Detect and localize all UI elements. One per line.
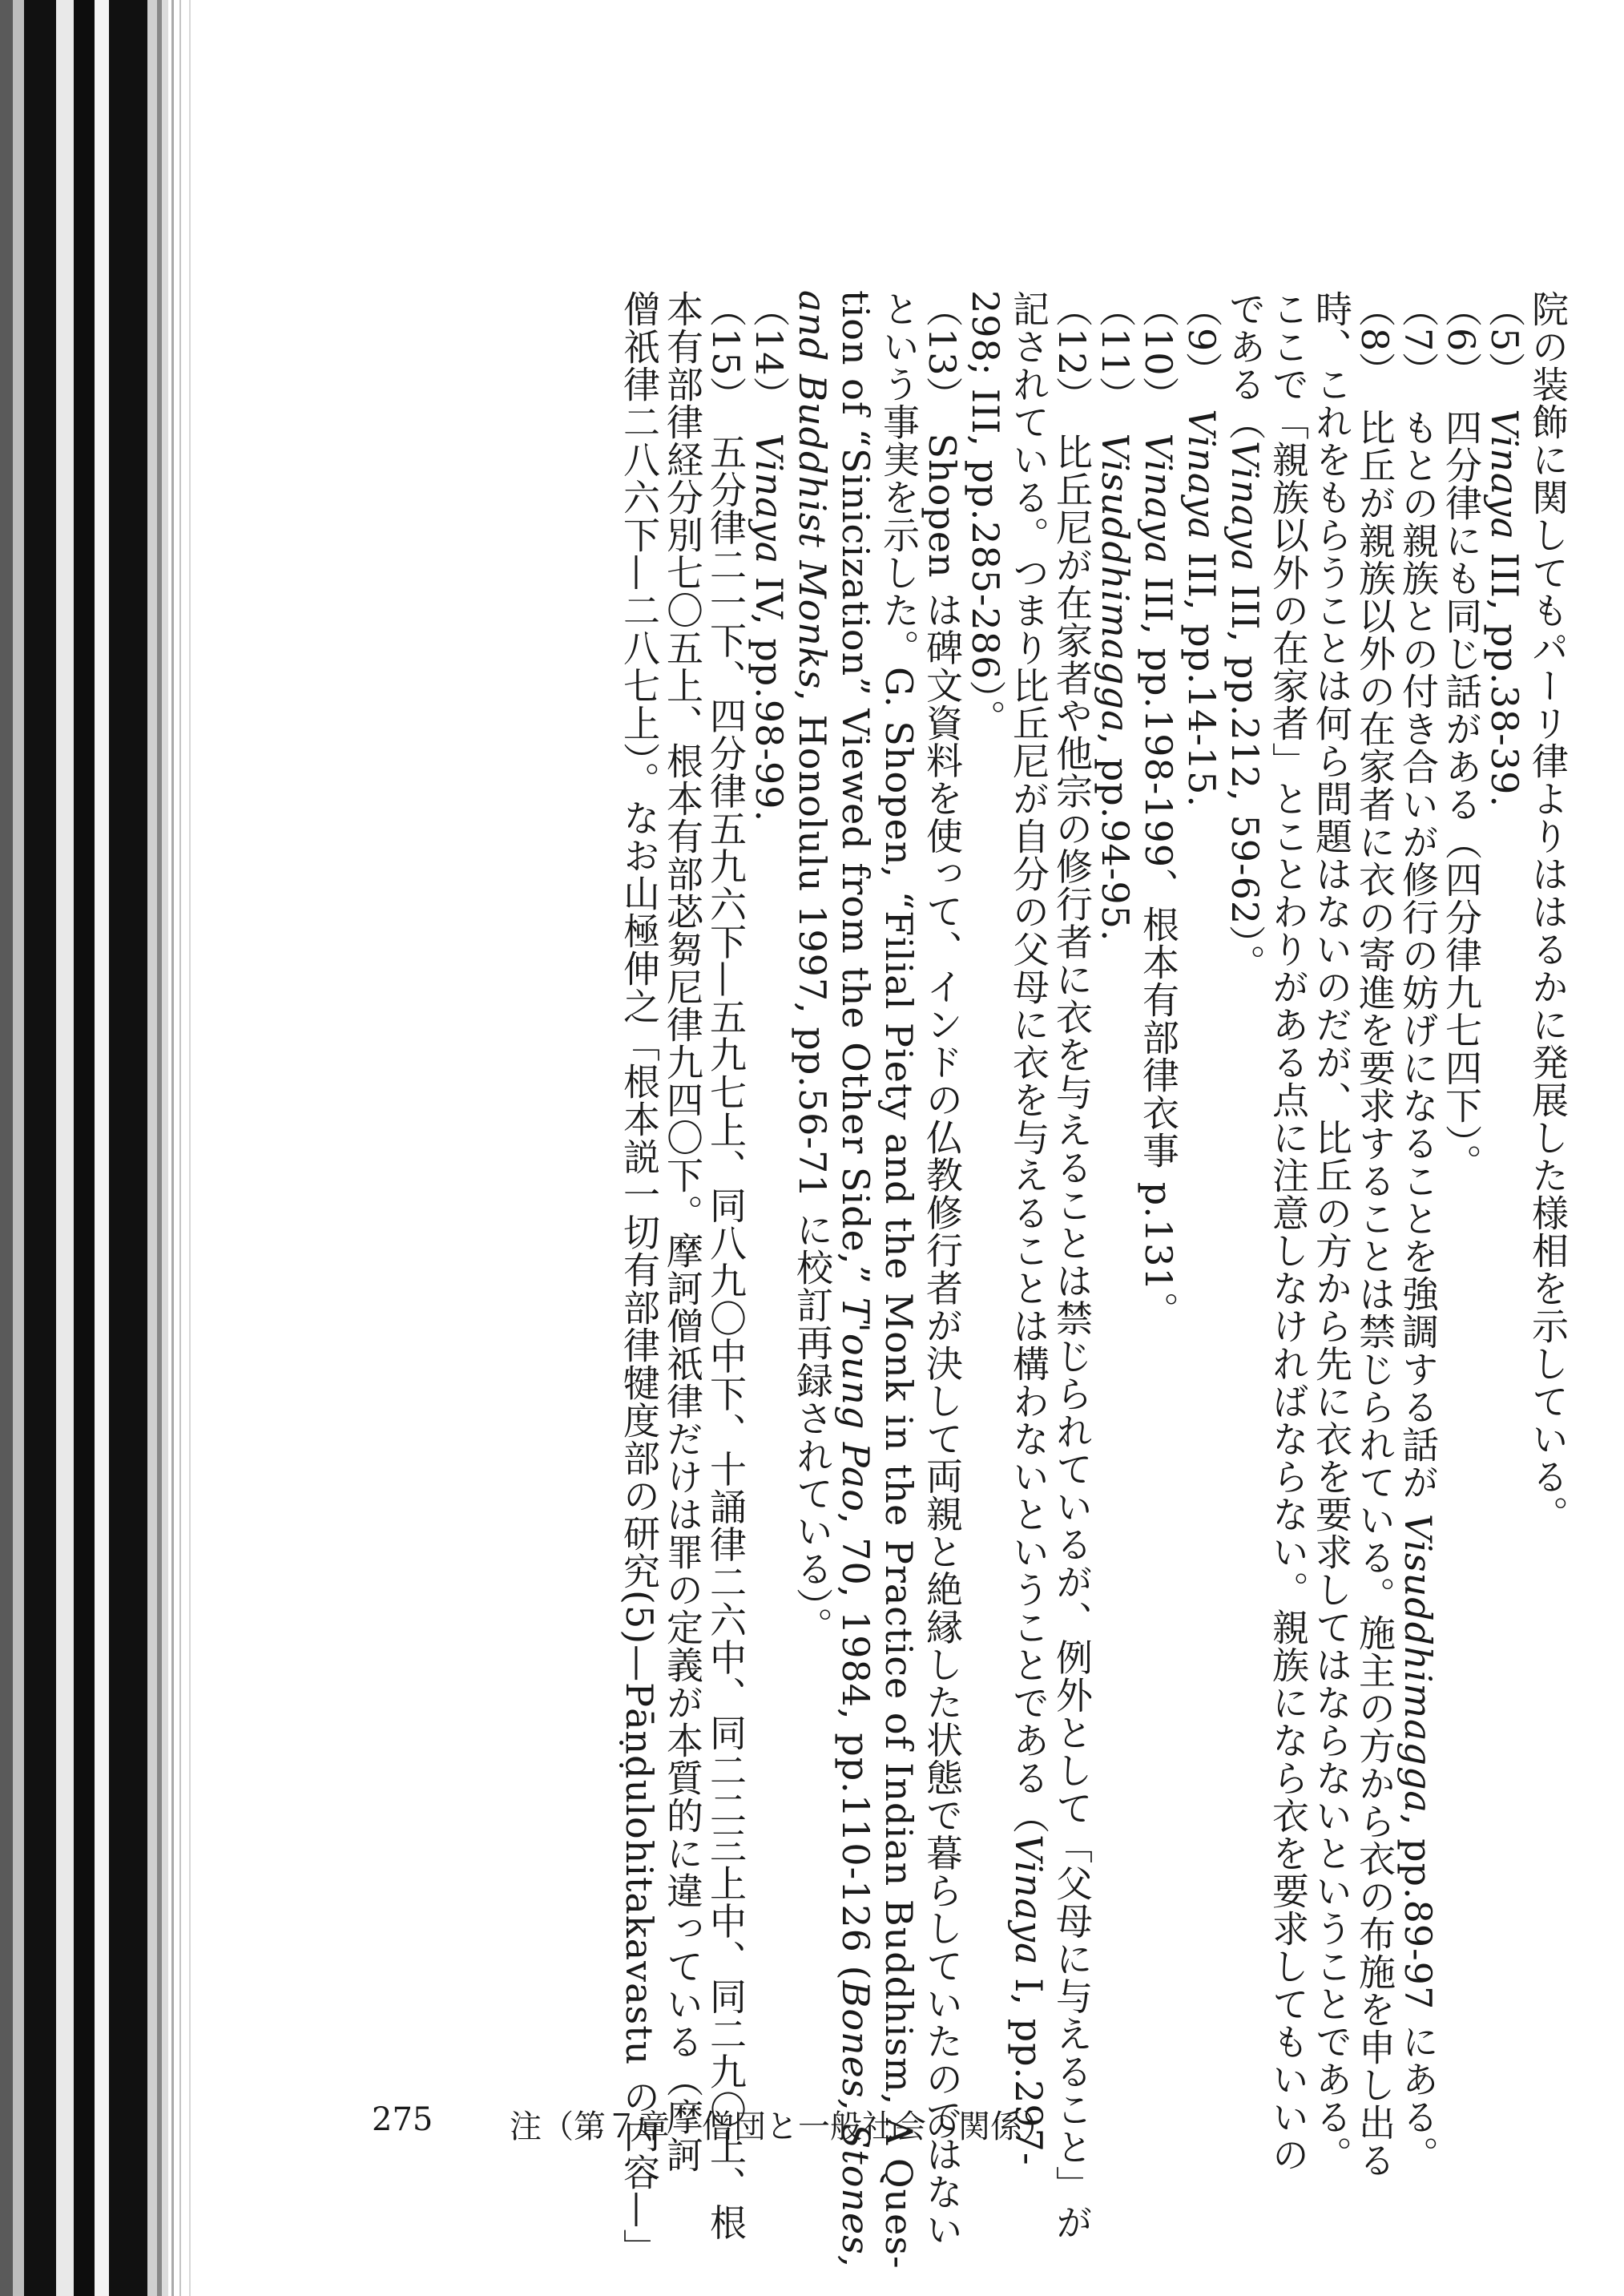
note-line bbox=[1137, 290, 1180, 2069]
note-line bbox=[834, 290, 877, 2268]
note-line bbox=[1094, 290, 1137, 2069]
note-text: III, pp.14-15. bbox=[1180, 539, 1223, 808]
note-text: IV, pp.98-99. bbox=[748, 564, 791, 823]
note-text: 記されている。つまり比丘尼が自分の父母に衣を与えることは構わないということである（ bbox=[1007, 290, 1050, 1834]
note-text: （13） Shopen は碑文資料を使って、インドの仏教修行者が決して両親と絶縁した状態で暮らしていたのではない bbox=[921, 290, 964, 2249]
note-text: I, pp.297- bbox=[1007, 1965, 1050, 2166]
note-text: 僧祇律二八六下—二八七上）。なお山極伸之「根本説一切有部律犍度部の研究(5)—Pāṇḍulohitakavastu の内容—」 bbox=[618, 290, 661, 2266]
note-line bbox=[1223, 290, 1267, 2069]
note-line bbox=[1526, 290, 1570, 2069]
note-line bbox=[704, 290, 748, 2242]
note-text: 時、これをもらうことは何ら問題はないのだが、比丘の方から先に衣を要求してはならないということである。 bbox=[1310, 290, 1353, 2173]
italic-title: and Buddhist Monks bbox=[791, 290, 834, 690]
note-text: , Honolulu 1997, pp.56-71 に校訂再録されている）。 bbox=[791, 689, 834, 1645]
note-text: III, pp.198-199、根本有部律衣事 p.131。 bbox=[1137, 564, 1180, 1330]
note-text: （11） bbox=[1094, 290, 1137, 434]
note-text: tion of “Sinicization” Viewed from the Other Side,” bbox=[834, 290, 877, 1297]
note-text: ここで「親族以外の在家者」とことわりがある点に注意しなければならない。親族になら衣を要求してもいいの bbox=[1267, 290, 1310, 2173]
note-line bbox=[661, 290, 704, 2173]
note-line bbox=[921, 290, 964, 2249]
note-text: , 70, 1984, pp.110-126 ( bbox=[834, 1511, 877, 1981]
note-text: （14） bbox=[748, 290, 791, 434]
note-text: という事実を示した。G. Shopen, “Filial Piety and the Monk in the Practice of Indian Buddhism, A Ques- bbox=[877, 290, 921, 2270]
note-text: （15） 五分律二一下、四分律五九六下—五九七上、同八九〇中下、十誦律二六中、同二二三上中、同二九〇上、根 bbox=[704, 290, 748, 2242]
italic-title: Visuddhimagga bbox=[1094, 433, 1137, 733]
note-text: （7） もとの親族との付き合いが修行の妨げになることを強調する話が bbox=[1396, 290, 1440, 1514]
italic-title: Vinaya bbox=[1007, 1834, 1050, 1966]
note-line bbox=[1007, 290, 1050, 2166]
note-line bbox=[1396, 290, 1440, 2173]
note-line bbox=[791, 290, 834, 2069]
running-head: 注（第７章 僧団と一般社会の関係） bbox=[510, 2108, 1054, 2145]
note-line bbox=[1483, 290, 1526, 2069]
note-text: （8） 比丘が親族以外の在家者に衣の寄進を要求することは禁じられている。施主の方から衣の布施を申し出る bbox=[1353, 290, 1396, 2180]
note-text: （5） bbox=[1483, 290, 1526, 410]
italic-title: Bones, Stones, bbox=[834, 1980, 877, 2268]
italic-title: Vinaya bbox=[1137, 433, 1180, 565]
note-text: 298; III, pp.285-286）。 bbox=[964, 290, 1007, 737]
note-text: （9） bbox=[1180, 290, 1223, 410]
note-line bbox=[1310, 290, 1353, 2173]
note-line bbox=[1180, 290, 1223, 2069]
note-text: （12） 比丘尼が在家者や他宗の修行者に衣を与えることは禁じられているが、例外として「父母に与えること」が bbox=[1050, 290, 1094, 2242]
note-line bbox=[1353, 290, 1396, 2180]
note-text: , pp.89-97 にある。 bbox=[1396, 1813, 1440, 2173]
italic-title: Vinaya bbox=[1180, 409, 1223, 540]
note-text: , pp.94-95. bbox=[1094, 732, 1137, 942]
italic-title: Vinaya bbox=[1223, 441, 1267, 572]
note-text: （10） bbox=[1137, 290, 1180, 434]
note-text: （6） 四分律にも同じ話がある（四分律九七四下）。 bbox=[1440, 290, 1483, 1182]
italic-title: Visuddhimagga bbox=[1396, 1513, 1440, 1814]
note-line bbox=[1050, 290, 1094, 2242]
note-text: III, pp.38-39. bbox=[1483, 539, 1526, 808]
note-text: 院の装飾に関してもパーリ律よりははるかに発展した様相を示している。 bbox=[1526, 290, 1570, 1533]
page-number: 275 bbox=[372, 2101, 433, 2138]
note-line bbox=[877, 290, 921, 2270]
italic-title: Vinaya bbox=[748, 433, 791, 565]
book-binding-edge bbox=[0, 0, 216, 2296]
note-text: 本有部律経分別七〇五上、根本有部苾芻尼律九四〇下。摩訶僧祇律だけは罪の定義が本質的に違っている（摩訶 bbox=[661, 290, 704, 2173]
note-text: III, pp.212, 59-62）。 bbox=[1223, 571, 1267, 983]
italic-title: Vinaya bbox=[1483, 409, 1526, 540]
note-line bbox=[1267, 290, 1310, 2173]
note-line bbox=[964, 290, 1007, 2069]
note-line bbox=[748, 290, 791, 2069]
note-line bbox=[618, 290, 661, 2266]
note-text: である（ bbox=[1223, 290, 1267, 441]
note-line bbox=[1440, 290, 1483, 2069]
italic-title: T'oung Pao bbox=[834, 1297, 877, 1512]
